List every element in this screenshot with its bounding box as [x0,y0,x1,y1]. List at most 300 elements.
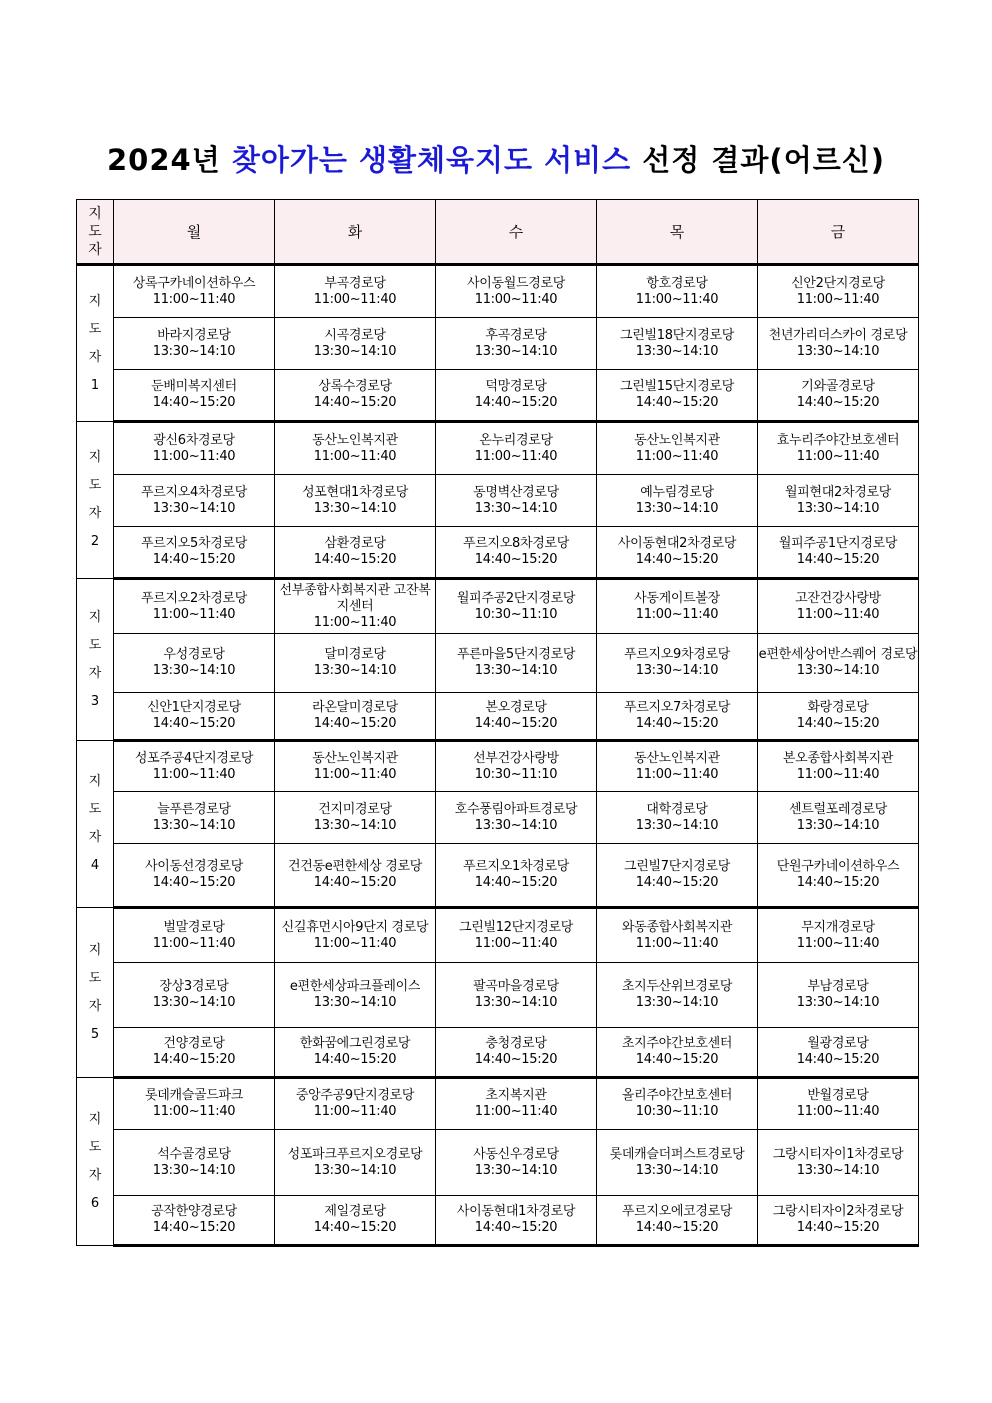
facility-name: 후곡경로당 [485,327,547,343]
instructor-label-char: 2 [90,534,100,549]
schedule-cell [758,634,919,693]
time-slot: 14:40~15:20 [474,552,558,567]
facility-name: 그랑시티자이1차경로당 [772,1146,904,1162]
header-day-fri: 금 [758,200,919,265]
schedule-cell [275,1196,436,1246]
time-slot: 14:40~15:20 [635,1220,719,1235]
table-row [77,844,919,908]
time-slot: 14:40~15:20 [796,875,880,890]
schedule-cell [275,741,436,792]
time-slot: 14:40~15:20 [796,395,880,410]
facility-name: 동산노인복지관 [312,750,398,766]
facility-name: 월피주공1단지경로당 [778,536,898,551]
time-slot: 10:30~11:10 [474,766,558,782]
table-row [77,527,919,579]
facility-name: 석수골경로당 [157,1146,231,1162]
schedule-cell [436,422,597,475]
instructor-label [77,265,114,422]
schedule-cell [275,792,436,844]
facility-name: 센트럴포레경로당 [788,801,888,817]
time-slot: 13:30~14:10 [635,500,719,516]
facility-name: 성포현대1차경로당 [301,484,409,500]
time-slot: 11:00~11:40 [796,1104,880,1119]
facility-name: 성포주공4단지경로당 [134,750,254,766]
facility-name: 덕망경로당 [485,379,547,394]
facility-name: 동산노인복지관 [634,750,720,766]
time-slot: 13:30~14:10 [474,500,558,516]
schedule-cell [114,693,275,741]
facility-name: 롯데캐슬골드파크 [144,1088,244,1103]
schedule-cell [436,265,597,318]
time-slot: 13:30~14:10 [313,1162,397,1178]
instructor-label-char: 1 [90,377,100,393]
facility-name: 동산노인복지관 [312,432,398,448]
instructor-label-char: 지 [88,293,102,309]
time-slot: 14:40~15:20 [152,395,236,410]
instructor-label-char: 자 [88,998,102,1014]
schedule-cell [597,265,758,318]
instructor-label-char: 도 [88,970,102,986]
page-title [0,138,992,179]
schedule-cell [436,741,597,792]
header-day-mon: 월 [114,200,275,265]
facility-name: 무지개경로당 [801,919,875,935]
facility-name: 선부건강사랑방 [473,750,559,766]
time-slot: 13:30~14:10 [635,817,719,833]
time-slot: 14:40~15:20 [635,395,719,410]
facility-name: 사이동월드경로당 [466,275,566,291]
instructor-label-char: 자 [88,1167,102,1183]
schedule-cell [114,265,275,318]
facility-name: 그랑시티자이2차경로당 [772,1204,904,1219]
schedule-cell [758,527,919,579]
facility-name: 건양경로당 [163,1036,225,1051]
schedule-cell [436,579,597,634]
facility-name: 푸르지오2차경로당 [140,590,248,606]
time-slot: 14:40~15:20 [313,875,397,890]
facility-name: 벌말경로당 [163,919,225,935]
schedule-cell [758,844,919,908]
schedule-cell [758,579,919,634]
facility-name: 온누리경로당 [479,432,553,448]
facility-name: 초지복지관 [485,1088,547,1103]
schedule-cell [114,908,275,963]
table-row [77,318,919,370]
time-slot: 13:30~14:10 [796,995,880,1010]
schedule-cell [597,634,758,693]
time-slot: 14:40~15:20 [474,1220,558,1235]
instructor-label [77,908,114,1078]
schedule-cell [436,792,597,844]
facility-name: 단원구카네이션하우스 [776,859,900,874]
time-slot: 13:30~14:10 [635,663,719,678]
schedule-cell [114,1196,275,1246]
facility-name: 바라지경로당 [157,327,231,343]
time-slot: 14:40~15:20 [152,552,236,567]
schedule-cell [275,1028,436,1078]
time-slot: 11:00~11:40 [474,1104,558,1119]
facility-name: 항호경로당 [646,275,708,291]
facility-name: 대학경로당 [646,801,708,817]
time-slot: 14:40~15:20 [796,552,880,567]
schedule-cell [275,1078,436,1130]
time-slot: 14:40~15:20 [635,552,719,567]
schedule-cell [758,693,919,741]
facility-name: 예누림경로당 [640,484,714,500]
facility-name: 사이동선경경로당 [144,859,244,874]
facility-name: 삼환경로당 [324,536,386,551]
schedule-cell [436,1130,597,1196]
schedule-cell [436,370,597,422]
time-slot: 13:30~14:10 [152,663,236,678]
facility-name: 화랑경로당 [807,700,869,715]
facility-name: 공작한양경로당 [151,1204,237,1219]
schedule-cell [597,579,758,634]
schedule-cell [758,792,919,844]
time-slot: 13:30~14:10 [474,817,558,833]
time-slot: 13:30~14:10 [474,343,558,359]
time-slot: 13:30~14:10 [474,995,558,1010]
facility-name: 천년가리더스카이 경로당 [768,327,908,343]
time-slot: 13:30~14:10 [796,500,880,516]
title-highlight: 찾아가는 생활체육지도 서비스 [231,143,632,177]
facility-name: 상록수경로당 [318,379,392,394]
facility-name: 호수풍림아파트경로당 [454,801,578,817]
facility-name: 그린빌18단지경로당 [619,327,734,343]
facility-name: e편한세상파크플레이스 [289,979,421,994]
schedule-cell [436,318,597,370]
schedule-cell [436,527,597,579]
time-slot: 14:40~15:20 [313,716,397,731]
schedule-cell [275,1130,436,1196]
facility-name: 푸른마을5단지경로당 [456,647,576,662]
schedule-cell [597,741,758,792]
time-slot: 13:30~14:10 [152,817,236,833]
time-slot: 14:40~15:20 [313,395,397,410]
time-slot: 13:30~14:10 [635,343,719,359]
facility-name: 사동신우경로당 [473,1146,559,1162]
table-row [77,1078,919,1130]
time-slot: 11:00~11:40 [796,448,880,464]
facility-name: 한화꿈에그린경로당 [299,1036,411,1051]
schedule-cell [114,579,275,634]
time-slot: 14:40~15:20 [152,1052,236,1067]
time-slot: 11:00~11:40 [796,291,880,307]
facility-name: 푸르지오4차경로당 [140,484,248,500]
instructor-label-char: 지 [88,774,102,789]
schedule-cell [758,908,919,963]
header-day-thu: 목 [597,200,758,265]
schedule-cell [758,1196,919,1246]
facility-name: 기와골경로당 [801,379,875,394]
facility-name: 신안1단지경로당 [147,700,241,715]
schedule-cell [436,908,597,963]
time-slot: 13:30~14:10 [313,663,397,678]
time-slot: 14:40~15:20 [635,875,719,890]
instructor-label-char: 3 [90,693,100,709]
facility-name: 상록구카네이션하우스 [132,275,256,291]
facility-name: 성포파크푸르지오경로당 [287,1146,423,1162]
table-row [77,693,919,741]
facility-name: 늘푸른경로당 [157,801,231,817]
facility-name: 부남경로당 [807,979,869,994]
time-slot: 11:00~11:40 [152,291,236,307]
time-slot: 11:00~11:40 [796,766,880,782]
table-row [77,741,919,792]
time-slot: 11:00~11:40 [152,935,236,951]
time-slot: 14:40~15:20 [635,716,719,731]
instructor-label-char: 도 [88,802,102,817]
time-slot: 14:40~15:20 [796,716,880,731]
schedule-cell [597,1028,758,1078]
schedule-cell [275,963,436,1028]
schedule-cell [436,1196,597,1246]
time-slot: 11:00~11:40 [313,448,397,464]
schedule-cell [275,475,436,527]
facility-name: 라온달미경로당 [312,700,398,715]
time-slot: 11:00~11:40 [313,1104,397,1119]
facility-name: 그린빌7단지경로당 [623,859,731,874]
instructor-label-char: 지 [88,609,102,625]
schedule-cell [758,265,919,318]
facility-name: 푸르지오에코경로당 [621,1204,733,1219]
time-slot: 11:00~11:40 [474,448,558,464]
time-slot: 13:30~14:10 [313,995,397,1010]
time-slot: 10:30~11:10 [635,1104,719,1119]
time-slot: 14:40~15:20 [474,1052,558,1067]
instructor-label-char: 자 [88,349,102,365]
instructor-label-char: 4 [90,858,100,873]
time-slot: 11:00~11:40 [796,606,880,622]
table-row [77,579,919,634]
time-slot: 14:40~15:20 [313,552,397,567]
schedule-cell [114,741,275,792]
instructor-label-char: 지 [88,450,102,465]
schedule-cell [275,579,436,634]
schedule-cell [436,475,597,527]
schedule-cell [114,475,275,527]
schedule-cell [597,527,758,579]
facility-name: 푸르지오1차경로당 [462,859,570,874]
time-slot: 14:40~15:20 [474,875,558,890]
facility-name: 신길휴먼시아9단지 경로당 [281,919,429,935]
schedule-cell [114,1078,275,1130]
facility-name: 고잔건강사랑방 [795,590,881,606]
facility-name: 올리주야간보호센터 [621,1088,733,1103]
facility-name: 푸르지오9차경로당 [623,647,731,662]
schedule-cell [597,963,758,1028]
time-slot: 13:30~14:10 [152,500,236,516]
schedule-cell [597,844,758,908]
schedule-cell [114,1028,275,1078]
time-slot: 11:00~11:40 [474,291,558,307]
table-row [77,792,919,844]
facility-name: 본오경로당 [485,700,547,715]
facility-name: 광신6차경로당 [153,432,235,448]
schedule-cell [758,1130,919,1196]
time-slot: 13:30~14:10 [152,343,236,359]
time-slot: 13:30~14:10 [313,343,397,359]
schedule-cell [758,475,919,527]
time-slot: 13:30~14:10 [313,817,397,833]
facility-name: 신안2단지경로당 [791,275,885,291]
schedule-cell [275,908,436,963]
facility-name: 푸르지오7차경로당 [623,700,731,715]
schedule-cell [597,422,758,475]
time-slot: 11:00~11:40 [313,614,397,630]
schedule-cell [597,370,758,422]
facility-name: 중앙주공9단지경로당 [295,1088,415,1103]
table-row [77,1196,919,1246]
schedule-cell [436,634,597,693]
schedule-cell [275,422,436,475]
instructor-label-char: 5 [90,1026,100,1042]
time-slot: 13:30~14:10 [152,995,236,1010]
table-row [77,370,919,422]
instructor-label-char: 지 [88,1111,102,1127]
schedule-cell [597,318,758,370]
facility-name: 부곡경로당 [324,275,386,291]
facility-name: 건건동e편한세상 경로당 [287,859,423,874]
time-slot: 14:40~15:20 [313,1052,397,1067]
schedule-cell [275,527,436,579]
schedule-cell [114,318,275,370]
facility-name: 시곡경로당 [324,327,386,343]
table-row [77,634,919,693]
instructor-label [77,579,114,741]
facility-name: 반월경로당 [807,1088,869,1103]
facility-name: 팔곡마을경로당 [473,979,559,994]
time-slot: 14:40~15:20 [313,1220,397,1235]
schedule-cell [758,963,919,1028]
title-suffix: 선정 결과(어르신) [631,143,885,177]
facility-name: 사동게이트볼장 [634,590,720,606]
schedule-cell [597,1078,758,1130]
facility-name: 달미경로당 [324,647,386,662]
time-slot: 14:40~15:20 [796,1052,880,1067]
facility-name: 롯데캐슬더퍼스트경로당 [609,1146,745,1162]
table-row [77,422,919,475]
facility-name: 월광경로당 [807,1036,869,1051]
time-slot: 11:00~11:40 [635,448,719,464]
facility-name: 월피현대2차경로당 [784,484,892,500]
schedule-cell [597,1196,758,1246]
schedule-cell [436,1078,597,1130]
time-slot: 11:00~11:40 [152,766,236,782]
time-slot: 11:00~11:40 [796,935,880,951]
schedule-cell [114,422,275,475]
schedule-cell [114,963,275,1028]
time-slot: 14:40~15:20 [152,875,236,890]
time-slot: 11:00~11:40 [152,606,236,622]
facility-name: 동명벽산경로당 [473,484,559,500]
time-slot: 13:30~14:10 [474,1162,558,1178]
facility-name: 사이동현대1차경로당 [456,1204,576,1219]
facility-name: 우성경로당 [163,647,225,662]
schedule-cell [275,265,436,318]
instructor-label [77,422,114,579]
schedule-cell [758,1078,919,1130]
schedule-cell [758,370,919,422]
schedule-cell [114,1130,275,1196]
facility-name: 본오종합사회복지관 [782,750,894,766]
table-row [77,265,919,318]
instructor-label-char: 자 [88,665,102,681]
time-slot: 13:30~14:10 [152,1162,236,1178]
instructor-label-char: 도 [88,321,102,337]
time-slot: 11:00~11:40 [635,606,719,622]
schedule-cell [597,908,758,963]
header-lead-char: 자 [88,241,102,258]
time-slot: 13:30~14:10 [796,1162,880,1178]
schedule-cell [114,634,275,693]
instructor-label-char: 자 [88,506,102,521]
schedule-cell [436,963,597,1028]
schedule-cell [597,1130,758,1196]
instructor-label [77,741,114,908]
time-slot: 13:30~14:10 [796,817,880,833]
facility-name: 선부종합사회복지관 고잔복지센터 [279,582,431,614]
table-row [77,1028,919,1078]
facility-name: 초지주야간보호센터 [621,1036,733,1051]
time-slot: 11:00~11:40 [313,291,397,307]
time-slot: 11:00~11:40 [635,935,719,951]
time-slot: 14:40~15:20 [796,1220,880,1235]
schedule-cell [114,370,275,422]
facility-name: 동산노인복지관 [634,432,720,448]
header-instructor [77,200,114,265]
facility-name: 와동종합사회복지관 [621,919,733,935]
time-slot: 10:30~11:10 [474,606,558,622]
instructor-label-char: 도 [88,478,102,493]
facility-name: 충청경로당 [485,1036,547,1051]
time-slot: 11:00~11:40 [152,448,236,464]
header-lead-char: 도 [88,223,102,240]
schedule-cell [758,741,919,792]
time-slot: 14:40~15:20 [152,716,236,731]
header-lead-char: 지 [88,205,102,222]
schedule-cell [114,844,275,908]
instructor-label-char: 6 [90,1195,100,1211]
header-day-tue: 화 [275,200,436,265]
facility-name: 장상3경로당 [159,979,229,994]
schedule-cell [436,844,597,908]
facility-name: 월피주공2단지경로당 [456,590,576,606]
time-slot: 13:30~14:10 [635,995,719,1010]
facility-name: 그린빌12단지경로당 [458,919,573,935]
schedule-cell [597,792,758,844]
schedule-cell [275,634,436,693]
time-slot: 11:00~11:40 [635,766,719,782]
time-slot: 11:00~11:40 [313,935,397,951]
time-slot: 11:00~11:40 [474,935,558,951]
schedule-cell [114,792,275,844]
title-year: 2024년 [106,143,232,177]
schedule-cell [275,370,436,422]
schedule-cell [114,527,275,579]
time-slot: 13:30~14:10 [796,663,880,678]
facility-name: 사이동현대2차경로당 [617,536,737,551]
schedule-cell [275,318,436,370]
table-row [77,908,919,963]
time-slot: 11:00~11:40 [313,766,397,782]
facility-name: e편한세상어반스퀘어 경로당 [758,647,918,662]
facility-name: 푸르지오5차경로당 [140,536,248,551]
time-slot: 13:30~14:10 [796,343,880,359]
schedule-table [76,199,919,1247]
time-slot: 11:00~11:40 [635,291,719,307]
facility-name: 제일경로당 [324,1204,386,1219]
